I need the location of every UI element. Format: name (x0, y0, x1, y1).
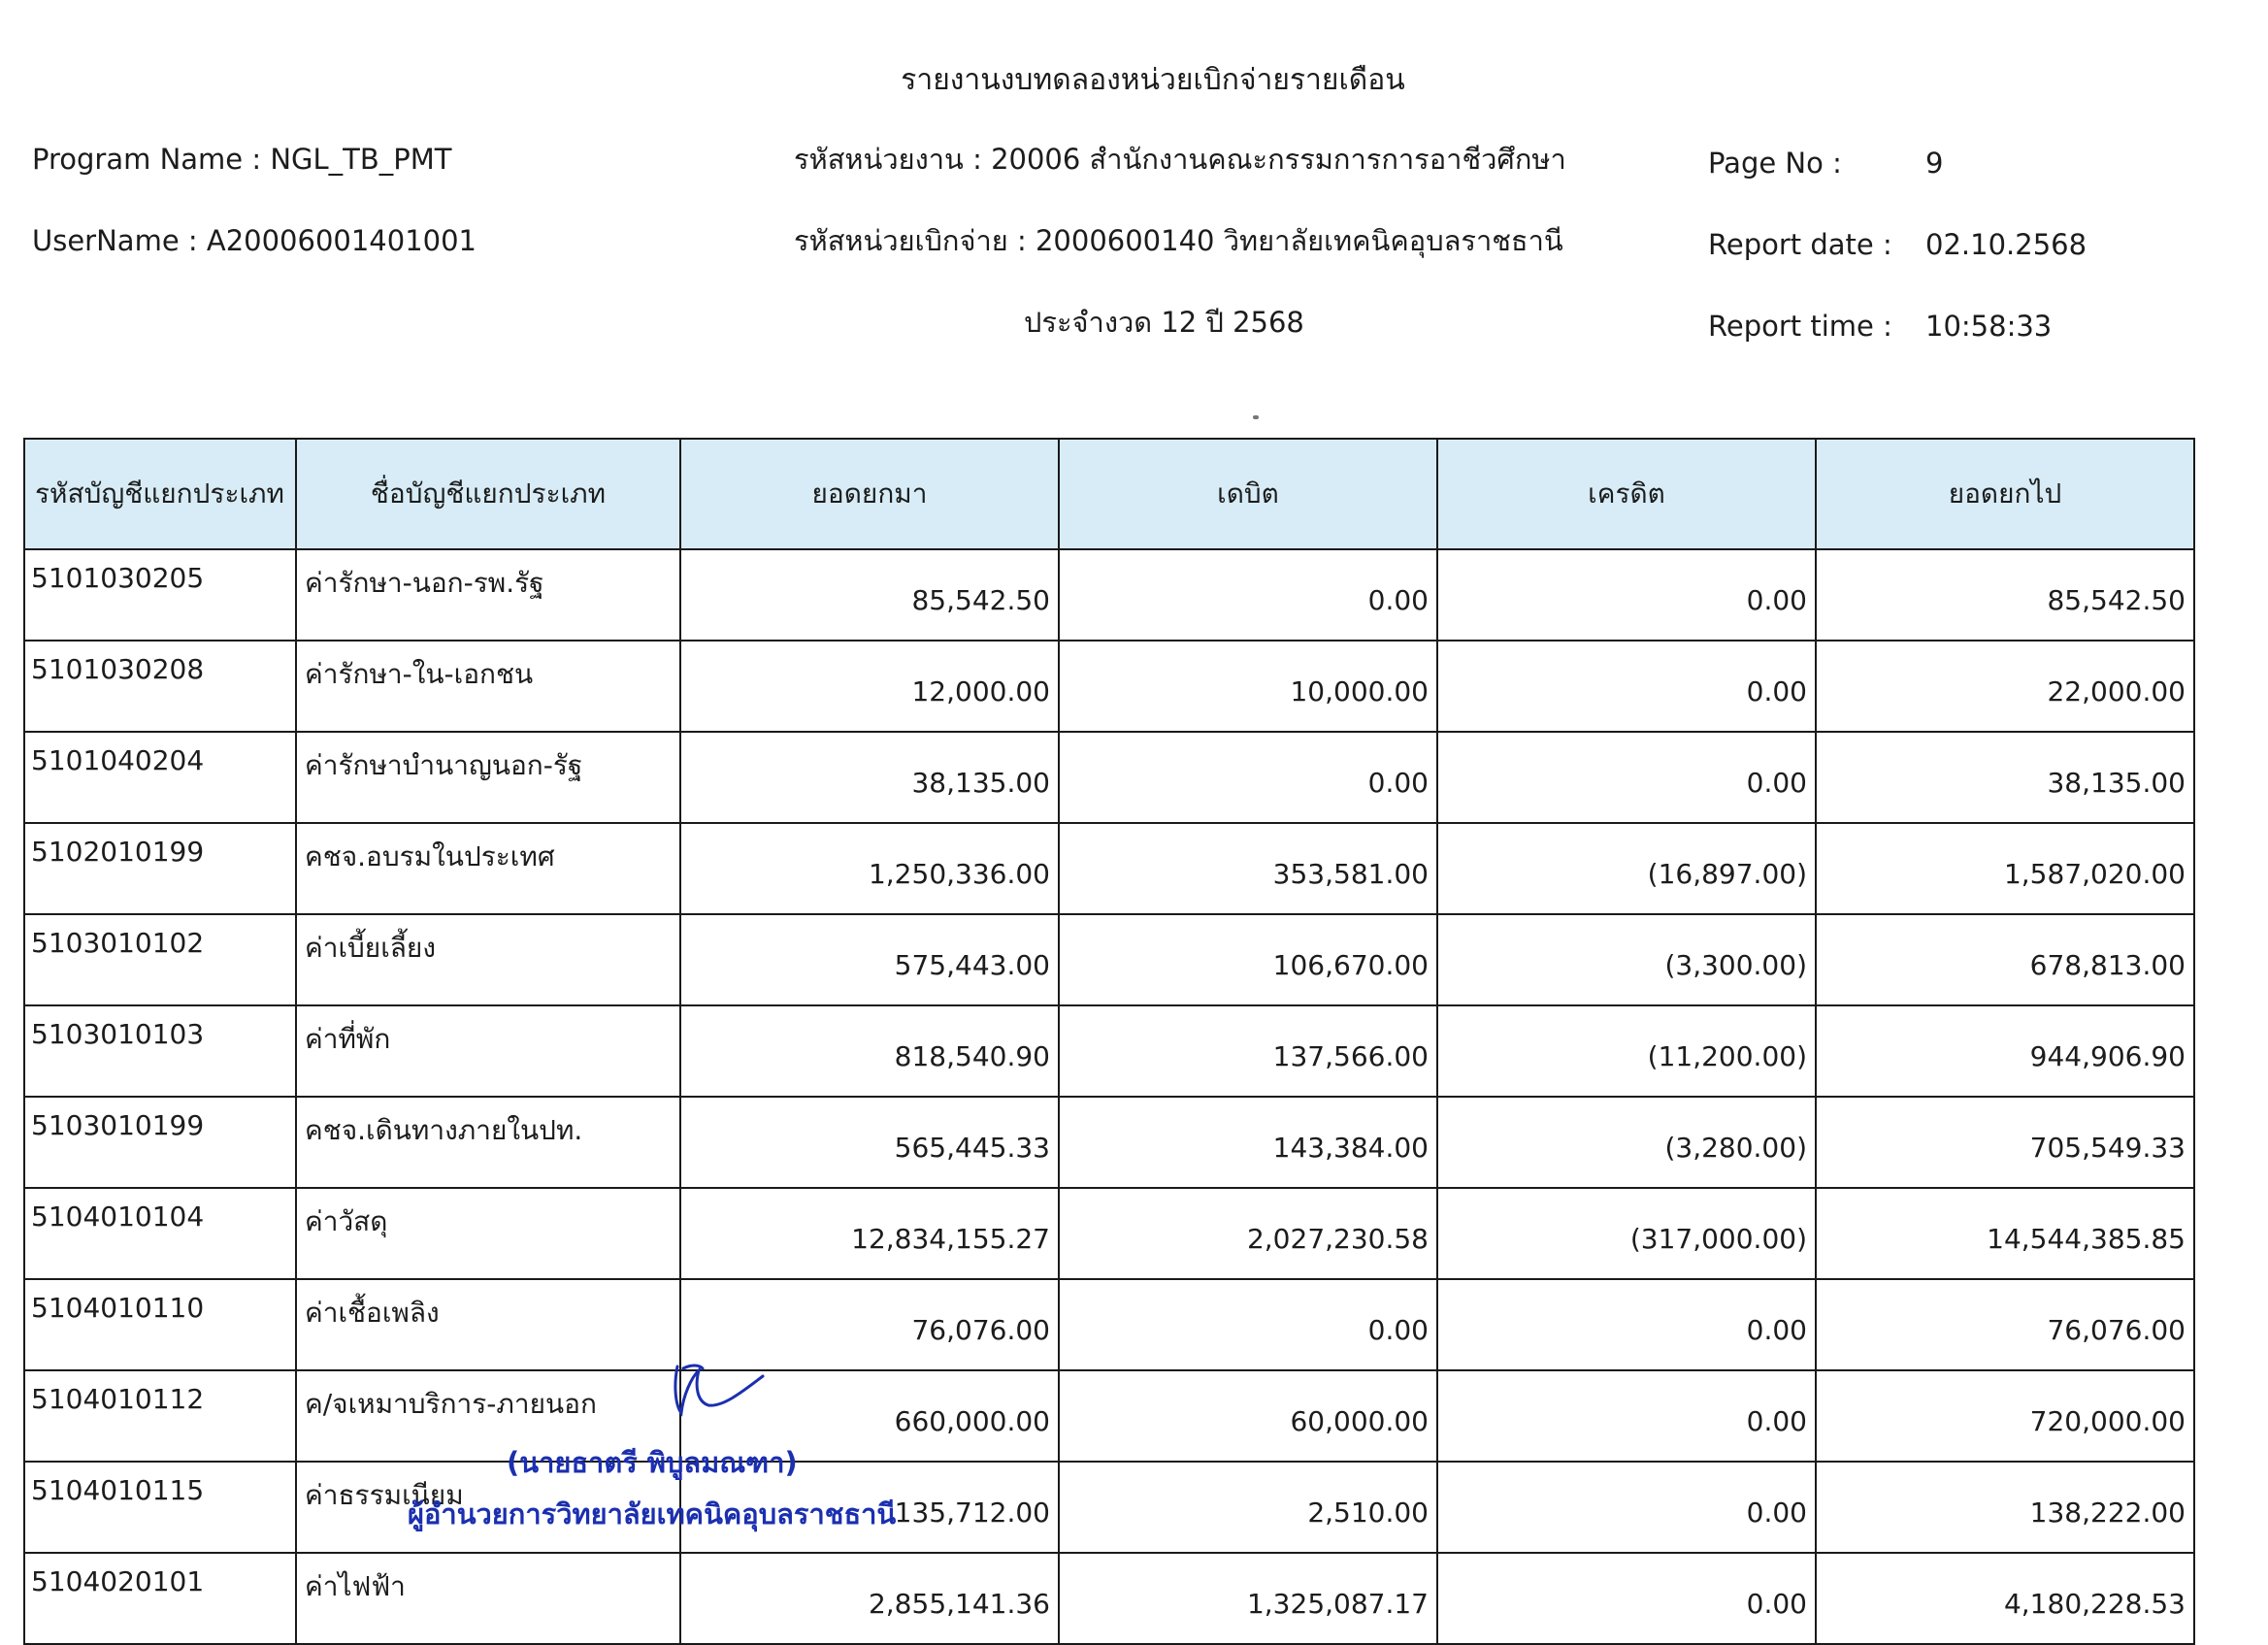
table-row (24, 1370, 2194, 1462)
table-header-row (24, 439, 2194, 549)
table-row (24, 1097, 2194, 1188)
cell-code: 5103010102 (24, 914, 296, 1005)
cell-code: 5104020101 (24, 1553, 296, 1644)
agency-code: รหัสหน่วยงาน : 20006 สำนักงานคณะกรรมการการอาชีวศึกษา (794, 143, 1566, 176)
page-no-value: 9 (1925, 147, 1944, 180)
cell-code: 5103010103 (24, 1005, 296, 1097)
cell-name: ค่าที่พัก (296, 1005, 680, 1097)
cell-debit: 0.00 (1059, 549, 1437, 641)
disbursing-unit: รหัสหน่วยเบิกจ่าย : 2000600140 วิทยาลัยเทคนิคอุบลราชธานี (794, 224, 1563, 257)
cell-carried-forward: 14,544,385.85 (1816, 1188, 2194, 1279)
cell-debit: 60,000.00 (1059, 1370, 1437, 1462)
cell-credit: 0.00 (1437, 1370, 1816, 1462)
cell-brought-forward: 12,000.00 (680, 641, 1059, 732)
cell-credit: 0.00 (1437, 641, 1816, 732)
cell-carried-forward: 22,000.00 (1816, 641, 2194, 732)
signature-scribble (670, 1357, 767, 1419)
cell-brought-forward: 38,135.00 (680, 732, 1059, 823)
table-row (24, 1005, 2194, 1097)
signatory-position: ผู้อำนวยการวิทยาลัยเทคนิคอุบลราชธานี (408, 1497, 897, 1530)
cell-debit: 2,510.00 (1059, 1462, 1437, 1553)
cell-code: 5104010104 (24, 1188, 296, 1279)
cell-brought-forward: 135,712.00 (680, 1462, 1059, 1553)
cell-brought-forward: 818,540.90 (680, 1005, 1059, 1097)
table-row (24, 1279, 2194, 1370)
cell-code: 5104010110 (24, 1279, 296, 1370)
cell-debit: 0.00 (1059, 1279, 1437, 1370)
cell-credit: 0.00 (1437, 1462, 1816, 1553)
table-row (24, 549, 2194, 641)
username: UserName : A20006001401001 (32, 224, 477, 257)
cell-brought-forward: 85,542.50 (680, 549, 1059, 641)
table-row (24, 1188, 2194, 1279)
cell-brought-forward: 12,834,155.27 (680, 1188, 1059, 1279)
cell-carried-forward: 678,813.00 (1816, 914, 2194, 1005)
cell-name: คชจ.อบรมในประเทศ (296, 823, 680, 914)
cell-brought-forward: 565,445.33 (680, 1097, 1059, 1188)
cell-code: 5102010199 (24, 823, 296, 914)
cell-debit: 10,000.00 (1059, 641, 1437, 732)
cell-credit: 0.00 (1437, 1279, 1816, 1370)
cell-name: ค่ารักษาบำนาญนอก-รัฐ (296, 732, 680, 823)
report-time-label: Report time : (1708, 310, 1892, 343)
cell-carried-forward: 4,180,228.53 (1816, 1553, 2194, 1644)
cell-code: 5101030208 (24, 641, 296, 732)
cell-code: 5104010112 (24, 1370, 296, 1462)
cell-credit: (3,300.00) (1437, 914, 1816, 1005)
cell-name: ค่ารักษา-ใน-เอกชน (296, 641, 680, 732)
report-date-label: Report date : (1708, 228, 1892, 261)
report-time-value: 10:58:33 (1925, 310, 2053, 343)
page-no-label: Page No : (1708, 147, 1842, 180)
cell-brought-forward: 575,443.00 (680, 914, 1059, 1005)
cell-code: 5104010115 (24, 1462, 296, 1553)
cell-debit: 143,384.00 (1059, 1097, 1437, 1188)
cell-brought-forward: 1,250,336.00 (680, 823, 1059, 914)
cell-carried-forward: 720,000.00 (1816, 1370, 2194, 1462)
cell-credit: (16,897.00) (1437, 823, 1816, 914)
cell-carried-forward: 705,549.33 (1816, 1097, 2194, 1188)
table-row (24, 823, 2194, 914)
cell-debit: 2,027,230.58 (1059, 1188, 1437, 1279)
cell-carried-forward: 138,222.00 (1816, 1462, 2194, 1553)
report-date-value: 02.10.2568 (1925, 228, 2087, 261)
cell-name: ค่าเบี้ยเลี้ยง (296, 914, 680, 1005)
cell-debit: 0.00 (1059, 732, 1437, 823)
cell-credit: 0.00 (1437, 1553, 1816, 1644)
cell-credit: 0.00 (1437, 732, 1816, 823)
table-row (24, 1462, 2194, 1553)
report-title: รายงานงบทดลองหน่วยเบิกจ่ายรายเดือน (901, 63, 1405, 97)
cell-name: คชจ.เดินทางภายในปท. (296, 1097, 680, 1188)
cell-brought-forward: 660,000.00 (680, 1370, 1059, 1462)
program-name: Program Name : NGL_TB_PMT (32, 143, 452, 176)
cell-debit: 353,581.00 (1059, 823, 1437, 914)
cell-name: ค่าเชื้อเพลิง (296, 1279, 680, 1370)
table-row (24, 732, 2194, 823)
col-header-account-code: รหัสบัญชีแยกประเภท (24, 439, 296, 549)
cell-carried-forward: 85,542.50 (1816, 549, 2194, 641)
cell-carried-forward: 76,076.00 (1816, 1279, 2194, 1370)
scan-speck (1253, 415, 1259, 419)
col-header-credit: เครดิต (1437, 439, 1816, 549)
cell-debit: 137,566.00 (1059, 1005, 1437, 1097)
col-header-brought-forward: ยอดยกมา (680, 439, 1059, 549)
col-header-carried-forward: ยอดยกไป (1816, 439, 2194, 549)
table-row (24, 914, 2194, 1005)
cell-credit: (317,000.00) (1437, 1188, 1816, 1279)
cell-debit: 106,670.00 (1059, 914, 1437, 1005)
table-row (24, 641, 2194, 732)
cell-name: ค่าวัสดุ (296, 1188, 680, 1279)
cell-carried-forward: 1,587,020.00 (1816, 823, 2194, 914)
signatory-name: (นายธาตรี พิบูลมณฑา) (507, 1446, 798, 1479)
cell-carried-forward: 38,135.00 (1816, 732, 2194, 823)
report-period: ประจำงวด 12 ปี 2568 (1024, 306, 1304, 339)
cell-debit: 1,325,087.17 (1059, 1553, 1437, 1644)
cell-code: 5101040204 (24, 732, 296, 823)
cell-brought-forward: 76,076.00 (680, 1279, 1059, 1370)
cell-carried-forward: 944,906.90 (1816, 1005, 2194, 1097)
cell-code: 5103010199 (24, 1097, 296, 1188)
cell-credit: (11,200.00) (1437, 1005, 1816, 1097)
col-header-debit: เดบิต (1059, 439, 1437, 549)
col-header-account-name: ชื่อบัญชีแยกประเภท (296, 439, 680, 549)
cell-credit: (3,280.00) (1437, 1097, 1816, 1188)
cell-brought-forward: 2,855,141.36 (680, 1553, 1059, 1644)
cell-name: ค่าธรรมเนียม (296, 1462, 680, 1553)
cell-name: ค่ารักษา-นอก-รพ.รัฐ (296, 549, 680, 641)
cell-credit: 0.00 (1437, 549, 1816, 641)
ledger-table (23, 438, 2195, 1645)
cell-code: 5101030205 (24, 549, 296, 641)
cell-name: ค/จเหมาบริการ-ภายนอก (296, 1370, 680, 1462)
table-row (24, 1553, 2194, 1644)
cell-name: ค่าไฟฟ้า (296, 1553, 680, 1644)
